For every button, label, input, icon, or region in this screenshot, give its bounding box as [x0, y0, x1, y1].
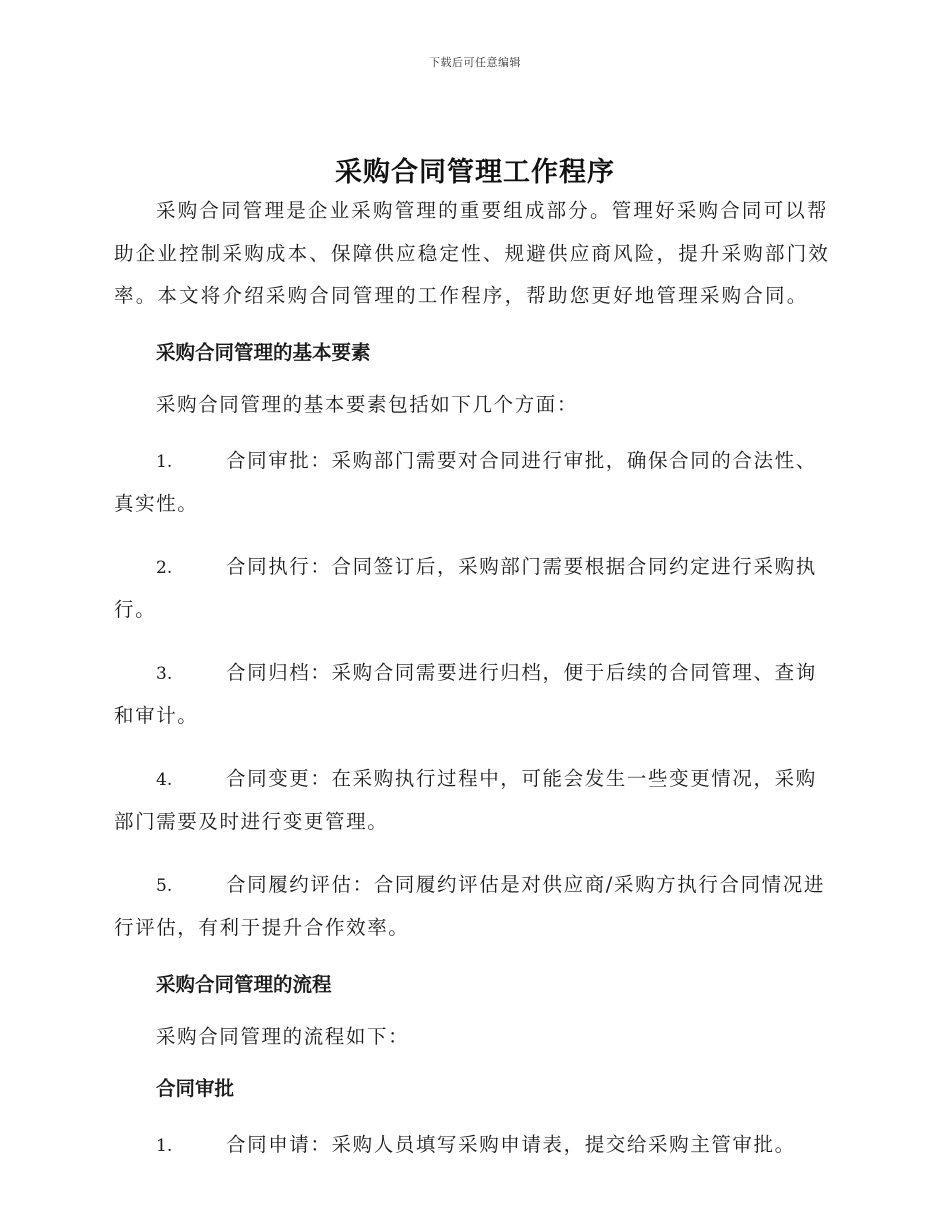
- list-item-text: 合同履约评估：合同履约评估是对供应商/采购方执行合同情况进行评估，有利于提升合作效率。: [114, 872, 825, 939]
- list-item: [114, 758, 836, 844]
- list-item: [114, 864, 836, 950]
- section-heading-process: 采购合同管理的流程: [156, 972, 332, 996]
- intro-paragraph: 采购合同管理是企业采购管理的重要组成部分。管理好采购合同可以帮助企业控制采购成本、保障供应稳定性、规避供应商风险，提升采购部门效率。本文将介绍采购合同管理的工作程序，帮助您更好地管理采购合同。: [114, 199, 831, 307]
- list-item-text: 合同变更：在采购执行过程中，可能会发生一些变更情况，采购部门需要及时进行变更管理。: [114, 766, 817, 833]
- list-item-number: 2.: [156, 557, 173, 578]
- section-heading-elements: 采购合同管理的基本要素: [156, 340, 371, 364]
- page-header-note: 下载后可任意编辑: [429, 56, 521, 69]
- document-body: [114, 190, 836, 1167]
- document-title: 采购合同管理工作程序: [335, 157, 615, 188]
- list-item-text: 合同申请：采购人员填写采购申请表，提交给采购主管审批。: [226, 1132, 796, 1156]
- list-item-text: 合同归档：采购合同需要进行归档，便于后续的合同管理、查询和审计。: [114, 660, 817, 727]
- list-item-number: 1.: [156, 451, 173, 472]
- list-item-number: 1.: [156, 1135, 173, 1156]
- list-item-text: 合同执行：合同签订后，采购部门需要根据合同约定进行采购执行。: [114, 554, 817, 621]
- list-item-number: 5.: [156, 875, 173, 896]
- list-item: [114, 546, 836, 632]
- list-item-text: 合同审批：采购部门需要对合同进行审批，确保合同的合法性、真实性。: [114, 448, 817, 515]
- list-item: [114, 440, 836, 526]
- list-item-number: 4.: [156, 769, 173, 790]
- section-lead-process: 采购合同管理的流程如下：: [156, 1024, 410, 1048]
- section-lead-elements: 采购合同管理的基本要素包括如下几个方面：: [156, 392, 579, 416]
- list-item: [114, 1124, 836, 1168]
- list-item-number: 3.: [156, 663, 173, 684]
- list-item: [114, 652, 836, 738]
- subsection-heading-approval: 合同审批: [156, 1076, 235, 1100]
